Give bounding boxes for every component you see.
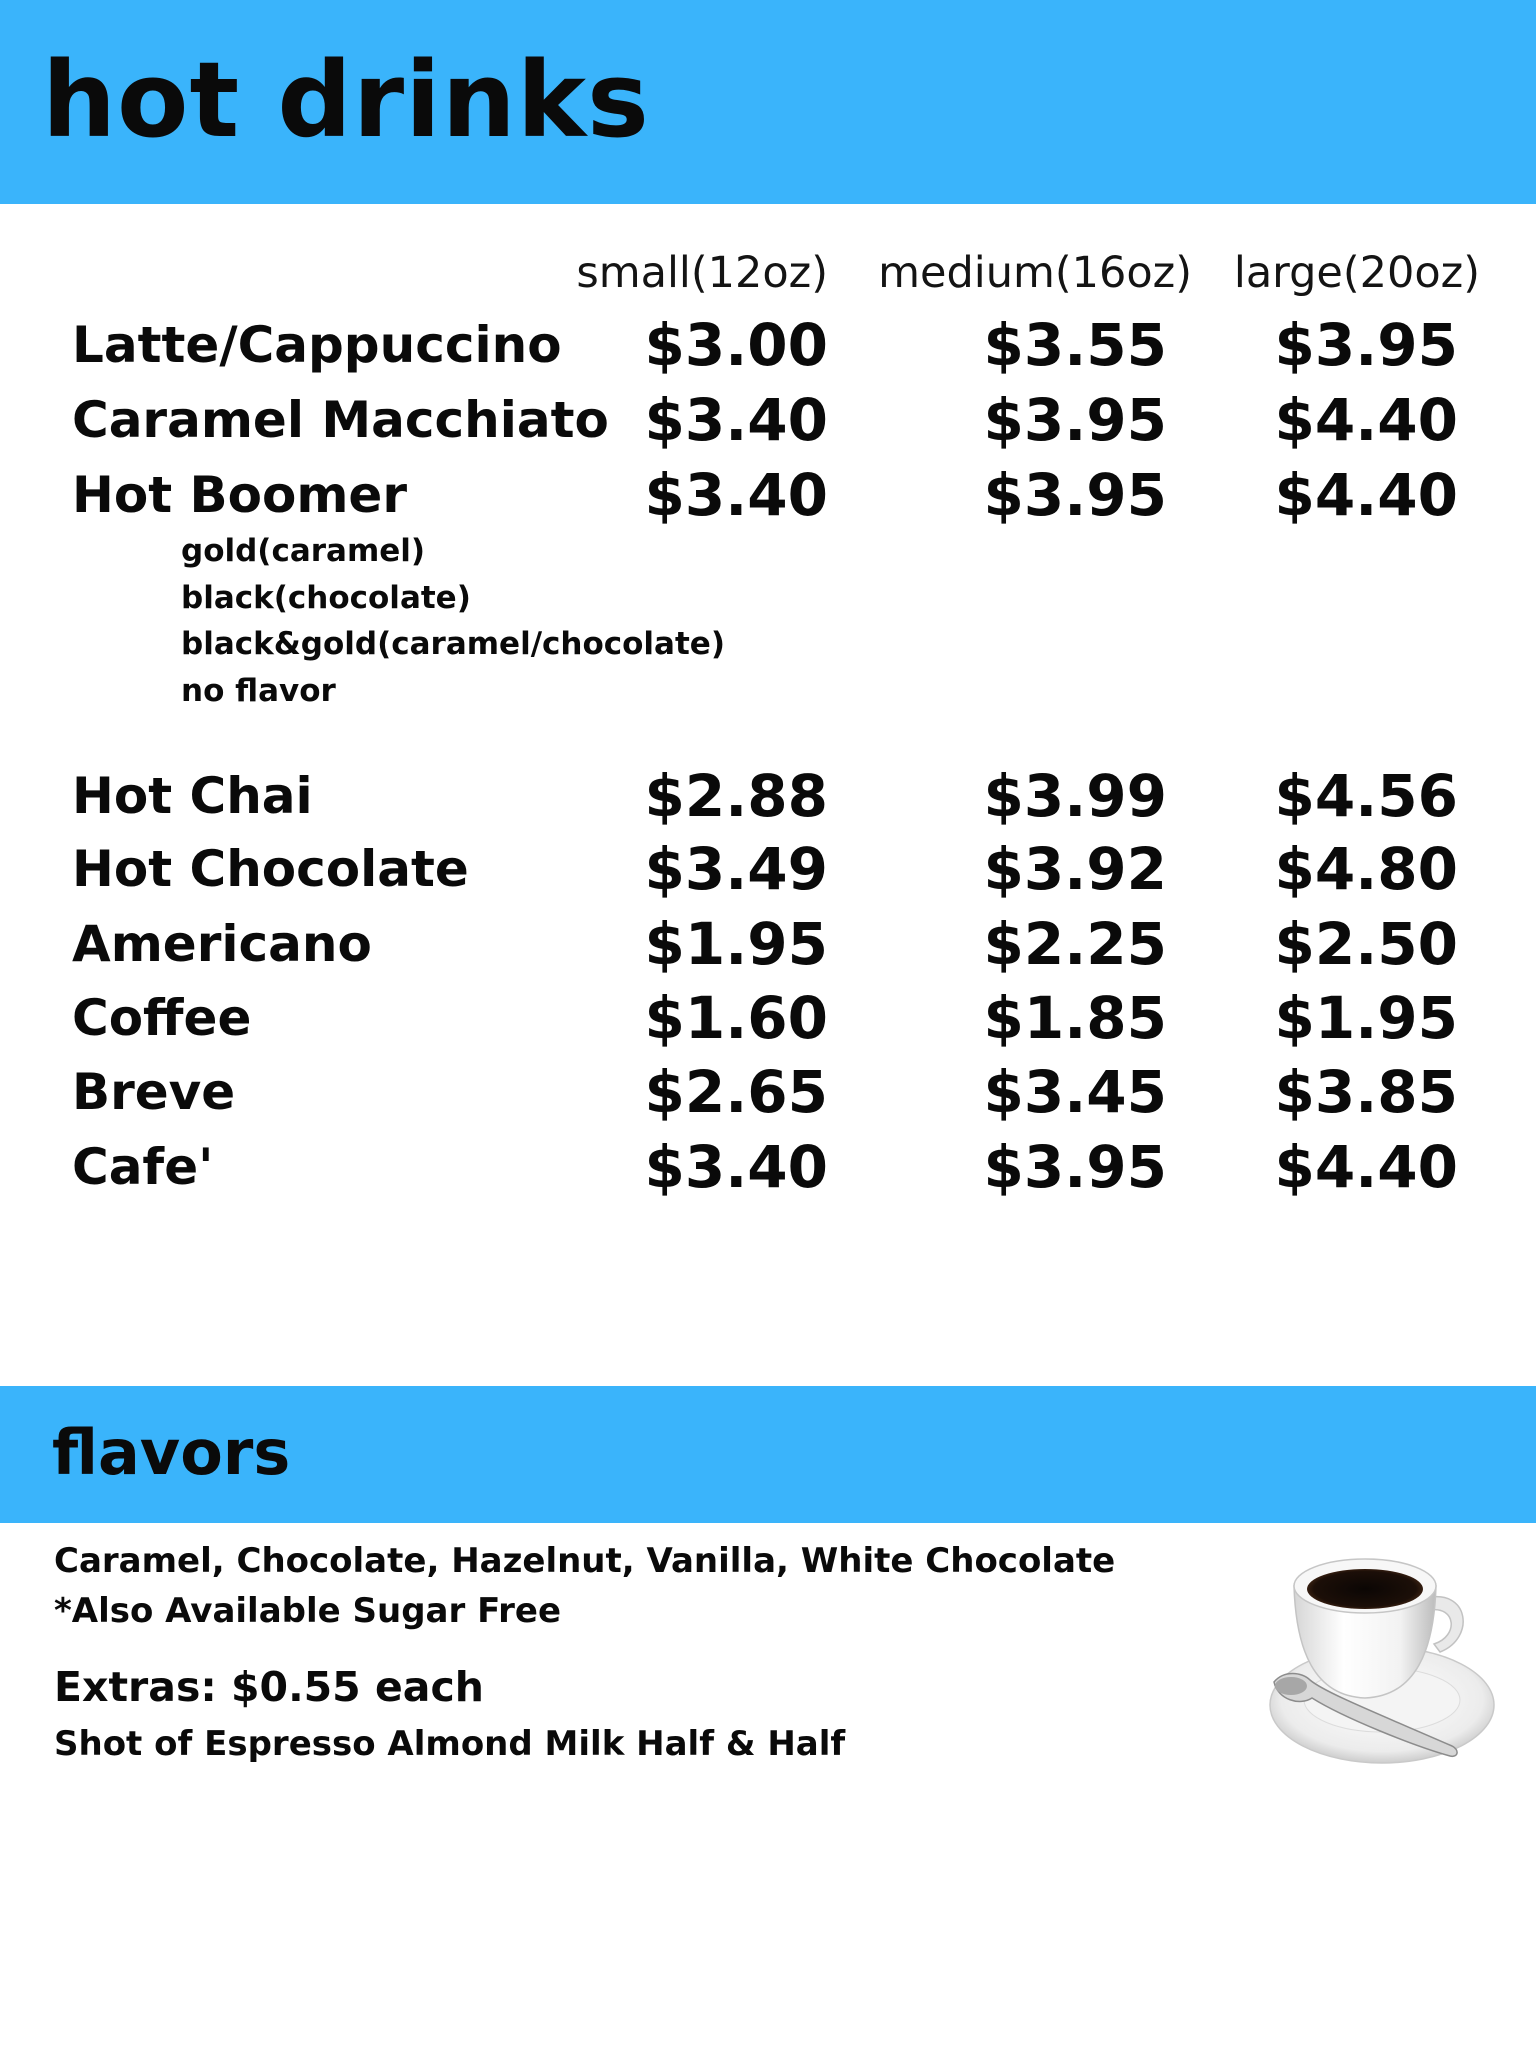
price-large: $3.85 <box>1274 1058 1458 1126</box>
price-medium: $3.95 <box>983 461 1167 529</box>
flavors-banner <box>0 1386 1536 1523</box>
price-small: $1.95 <box>644 910 828 978</box>
drink-name: Hot Boomer <box>72 466 407 524</box>
price-large: $2.50 <box>1274 910 1458 978</box>
price-small: $1.60 <box>644 984 828 1052</box>
drink-name: Hot Chai <box>72 767 313 825</box>
price-medium: $3.99 <box>983 762 1167 830</box>
menu-row-hot-chocolate <box>0 834 1536 904</box>
extras-title: Extras: $0.55 each <box>54 1663 484 1711</box>
price-large: $4.80 <box>1274 835 1458 903</box>
size-header-medium: medium(16oz) <box>878 248 1192 298</box>
menu-row-coffee <box>0 983 1536 1053</box>
price-small: $2.88 <box>644 762 828 830</box>
extras-list: Shot of Espresso Almond Milk Half & Half <box>54 1724 846 1764</box>
menu-row-hot-chai <box>0 761 1536 831</box>
drink-name: Caramel Macchiato <box>72 391 609 449</box>
drink-name: Hot Chocolate <box>72 840 469 898</box>
page-title: hot drinks <box>42 39 650 161</box>
boomer-option: gold(caramel) <box>181 533 426 569</box>
menu-row-hot-boomer <box>0 460 1536 530</box>
menu-row-latte <box>0 310 1536 380</box>
price-medium: $3.95 <box>983 386 1167 454</box>
drink-name: Coffee <box>72 989 252 1047</box>
boomer-option: black&gold(caramel/chocolate) <box>181 626 725 662</box>
header-banner <box>0 0 1536 204</box>
price-small: $3.49 <box>644 835 828 903</box>
price-medium: $3.95 <box>983 1133 1167 1201</box>
price-large: $1.95 <box>1274 984 1458 1052</box>
price-medium: $1.85 <box>983 984 1167 1052</box>
price-medium: $3.45 <box>983 1058 1167 1126</box>
price-large: $4.56 <box>1274 762 1458 830</box>
menu-row-cafe <box>0 1132 1536 1202</box>
menu-row-americano <box>0 909 1536 979</box>
price-large: $4.40 <box>1274 461 1458 529</box>
flavors-title: flavors <box>52 1416 291 1489</box>
drink-name: Americano <box>72 915 372 973</box>
flavor-list: Caramel, Chocolate, Hazelnut, Vanilla, White Chocolate <box>54 1541 1116 1581</box>
size-header-large: large(20oz) <box>1233 248 1480 298</box>
boomer-option: no flavor <box>181 672 336 709</box>
price-small: $3.00 <box>644 311 828 379</box>
drink-name: Latte/Cappuccino <box>72 316 562 374</box>
size-header-small: small(12oz) <box>576 248 828 298</box>
price-medium: $3.92 <box>983 835 1167 903</box>
drink-name: Cafe' <box>72 1138 214 1196</box>
drink-name: Breve <box>72 1063 236 1121</box>
hot-boomer-options <box>181 528 725 714</box>
boomer-option: black(chocolate) <box>181 579 471 616</box>
price-small: $3.40 <box>644 461 828 529</box>
coffee-cup-icon <box>1264 1540 1504 1770</box>
price-medium: $2.25 <box>983 910 1167 978</box>
menu-row-breve <box>0 1057 1536 1127</box>
price-large: $3.95 <box>1274 311 1458 379</box>
menu-row-caramel-macchiato <box>0 385 1536 455</box>
price-medium: $3.55 <box>983 311 1167 379</box>
sugar-free-note: *Also Available Sugar Free <box>54 1591 562 1631</box>
price-small: $3.40 <box>644 1133 828 1201</box>
price-small: $3.40 <box>644 386 828 454</box>
price-large: $4.40 <box>1274 386 1458 454</box>
flavors-info <box>54 1536 1115 1772</box>
price-large: $4.40 <box>1274 1133 1458 1201</box>
price-small: $2.65 <box>644 1058 828 1126</box>
